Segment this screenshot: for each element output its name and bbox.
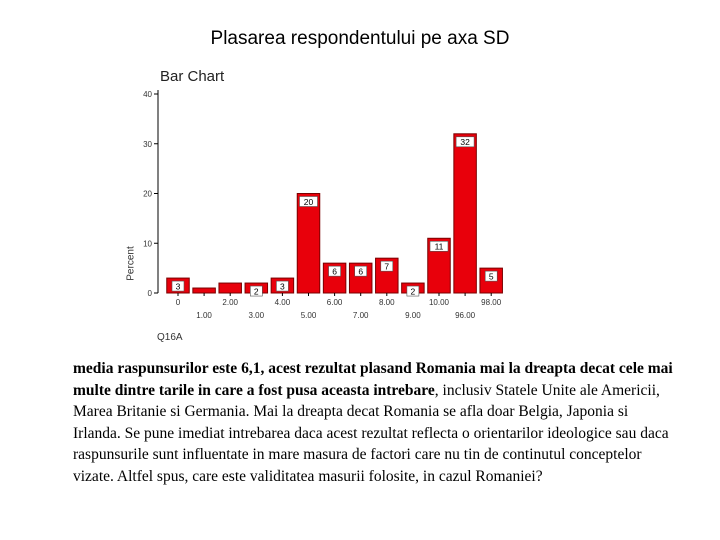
- body-paragraph: [73, 358, 673, 488]
- paragraph-bold-text: media raspunsurilor este 6,1, acest rezultat plasand Romania mai la dreapta decat cele mai multe dintre tarile in care a fost pusa aceasta intrebare: [73, 360, 673, 399]
- slide-title: Plasarea respondentului pe axa SD: [210, 28, 510, 49]
- data-label: 2: [410, 286, 416, 297]
- bar: [219, 283, 242, 293]
- chart-title: Bar Chart: [160, 68, 225, 85]
- chart-plot: [105, 60, 525, 350]
- y-tick-label: 10: [143, 239, 152, 249]
- x-tick-label: 10.00: [428, 298, 450, 307]
- x-tick-label: 7.00: [352, 311, 369, 320]
- x-tick-label: 1.00: [196, 311, 212, 320]
- y-tick-label: 0: [147, 289, 152, 298]
- data-label: 2: [253, 286, 259, 297]
- data-label: 3: [175, 281, 181, 292]
- data-label: 6: [358, 266, 364, 277]
- data-label: 32: [460, 137, 470, 148]
- y-tick-label: 40: [143, 90, 152, 99]
- x-tick-label: 6.00: [326, 298, 343, 307]
- x-tick-label: 3.00: [248, 311, 265, 320]
- data-label: 20: [303, 196, 314, 207]
- x-tick-label: 98.00: [481, 298, 502, 307]
- bar: [193, 288, 216, 293]
- y-tick-label: 30: [143, 139, 152, 149]
- bar: [297, 194, 320, 294]
- x-tick-label: 2.00: [222, 298, 238, 307]
- x-tick-label: 9.00: [405, 311, 421, 320]
- x-tick-label: 4.00: [274, 298, 291, 307]
- paragraph-regular-text: , inclusiv Statele Unite ale Americii, Marea Britanie si Germania. Mai la dreapta decat Romania se afla doar Belgia, Japonia si Irlanda. Se pune imediat intrebarea daca acest rezultat reflecta o orientarilor ideologice sau daca raspunsurile sunt influentate in mare masura de factori care nu tin de continutul conceptelor vizate. Altfel spus, care este validitatea masurii folosite, in cazul Romaniei?: [73, 381, 669, 485]
- x-tick-label: 96.00: [455, 311, 476, 320]
- data-label: 6: [332, 266, 337, 277]
- x-tick-label: 0: [175, 298, 181, 307]
- x-axis-label: Q16A: [157, 332, 183, 343]
- bar: [454, 134, 477, 293]
- data-label: 11: [434, 241, 444, 252]
- y-axis-label: Percent: [125, 246, 137, 281]
- data-label: 3: [280, 281, 285, 292]
- data-label: 7: [384, 261, 390, 272]
- x-tick-label: 8.00: [379, 298, 395, 307]
- data-label: 5: [488, 271, 494, 282]
- y-tick-label: 20: [143, 189, 152, 199]
- x-tick-label: 5.00: [300, 311, 317, 320]
- bar-chart: [105, 60, 525, 350]
